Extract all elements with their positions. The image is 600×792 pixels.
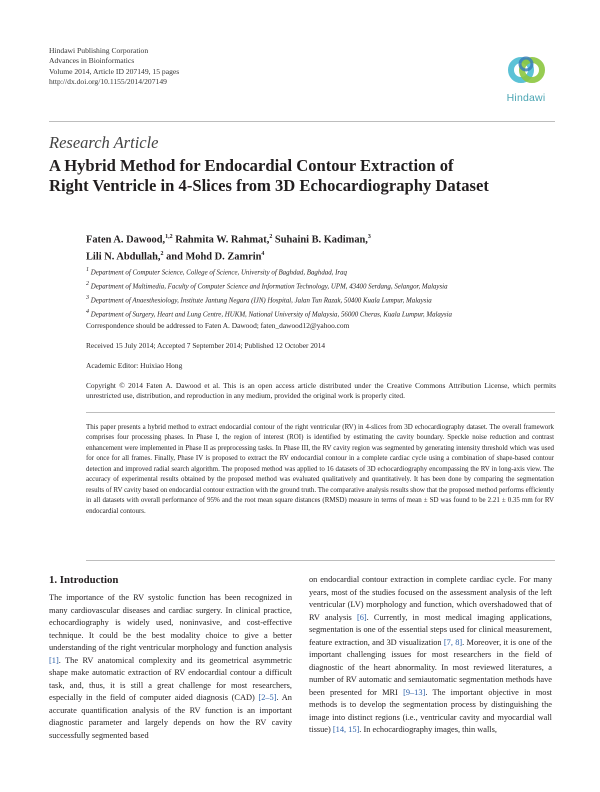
section-heading: 1. Introduction — [49, 574, 119, 586]
author-name: Faten A. Dawood, — [86, 234, 166, 246]
paragraph: The importance of the RV systolic function has been recognized in many cardiovascular diseases and cardiac surgery. In clinical practice, echocardiography is widely used, noninvasive, and cost-effective technique. It could be the best modality choice to give a better understanding of the right ventricular morphology and function analysis [1]. The RV anatomical complexity and its geometrical asymmetric shape make automatic extraction of RV endocardial contour a difficult task, and, thus, it is still a great challenge for most researchers, especially in the field of computer aided diagnosis (CAD) [2–5]. An accurate quantification analysis of the RV function is an important diagnostic parameter and largely depends on how the RV cavity successfully segmented based — [49, 593, 292, 740]
volume-line: Volume 2014, Article ID 207149, 15 pages — [49, 66, 180, 76]
affiliation-item: $^1$ Department of Computer Science, College of Science, University of Baghdad, Baghdad, Iraq — [86, 267, 347, 277]
hindawi-wordmark: Hindawi — [506, 92, 546, 104]
paragraph: on endocardial contour extraction in complete cardiac cycle. For many years, most of the studies focused on the assessment analysis of the left ventricular (LV) morphology and function, which overshadowed that of RV analysis [6]. Currently, in most medical imaging applications, segmentation is one of the essential steps used for clinical measurement, feature extraction, and 3D visualization [7, 8]. Moreover, it is one of the important challenging issues for most researchers in the field of diagnostic of the heart abnormality. In most reviewed literatures, a number of RV automatic and semiautomatic segmentation methods have been presented for MRI [9–13]. The important objective in most methods is to develop the segmentation process by distinguishing the image into distinct regions (i.e., ventricular cavity and myocardial wall tissue) [14, 15]. In echocardiography images, thin walls, — [309, 575, 553, 734]
publisher-name: Hindawi Publishing Corporation — [49, 46, 149, 55]
header-divider — [49, 121, 555, 122]
article-type: Research Article — [49, 133, 159, 152]
academic-editor: Academic Editor: Huixiao Hong — [86, 361, 183, 370]
abstract-text: This paper presents a hybrid method to extract endocardial contour of the right ventricular (RV) in 4-slices from 3D echocardiography dataset. The overall framework comprises four processing phases. In Phase I, the region of interest (ROI) is identified by estimating the cavity boundary. Speckle noise reduction and contrast enhancement were implemented in Phase II as preprocessing tasks. In Phase III, the RV cavity region was segmented by generating intensity threshold which was used for once for all frames. Finally, Phase IV is proposed to extract the RV endocardial contour in a complete cardiac cycle using a combination of shape-based contour detection and improved radial search algorithm. The proposed method was applied to 16 datasets of 3D echocardiography encompassing the RV in long-axis view. The accuracy of experimental results obtained by the proposed method was evaluated qualitatively and quantitatively. It has been done by comparing the segmentation results of RV cavity based on endocardial contour extraction with the ground truth. The comparative analysis results show that the proposed method performs efficiently in all datasets with overall performance of 95% and the root mean square distances (RMSD) measure in terms of mean ± SD was found to be 2.21 ± 0.35 mm for RV endocardial contours. — [86, 423, 554, 515]
correspondence-line: Correspondence should be addressed to Faten A. Dawood; faten_dawood12@yahoo.com — [86, 321, 350, 330]
author-name: Suhaini B. Kadiman, — [274, 234, 368, 246]
copyright-notice: Copyright © 2014 Faten A. Dawood et al. This is an open access article distributed under the Creative Commons Attribution License, which permits unrestricted use, distribution, and reproduction in any medium, provided the original work is properly cited. — [86, 381, 556, 401]
author-affiliation-mark: 2 — [160, 251, 164, 258]
author-affiliation-mark: 4 — [261, 251, 265, 258]
citation-link[interactable]: [1] — [49, 655, 59, 665]
citation-link[interactable]: [2–5] — [258, 693, 277, 702]
author-name: Rahmita W. Rahmat, — [175, 234, 270, 246]
author-affiliation-mark: 2 — [269, 234, 273, 240]
body-column-right — [309, 574, 552, 737]
abstract-divider-bottom — [86, 560, 555, 561]
citation-link[interactable]: [9–13] — [403, 687, 426, 697]
author-affiliation-mark: 3 — [367, 234, 371, 240]
author-name: and Mohd D. Zamrin — [166, 251, 262, 263]
citation-link[interactable]: [7, 8] — [443, 637, 463, 647]
paper-title — [49, 156, 519, 196]
abstract-divider-top — [86, 412, 555, 413]
journal-name: Advances in Bioinformatics — [49, 56, 135, 66]
citation-link[interactable]: [14, 15] — [332, 725, 360, 734]
author-list — [86, 230, 546, 265]
affiliation-list — [86, 265, 556, 321]
author-line-2 — [86, 247, 546, 264]
doi-link[interactable]: http://dx.doi.org/10.1155/2014/207149 — [49, 77, 167, 87]
dates-line: Received 15 July 2014; Accepted 7 September 2014; Published 12 October 2014 — [86, 341, 326, 350]
affiliation-item: $^4$ Department of Surgery, Heart and Lung Centre, HUKM, National University of Malaysia, 56000 Cheras, Kuala Lumpur, Malaysia — [86, 309, 452, 319]
affiliation-item: $^2$ Department of Multimedia, Faculty of Computer Science and Information Technology, UPM, 43400 Serdang, Selangor, Malaysia — [86, 281, 448, 291]
title-line-2: Right Ventricle in 4-Slices from 3D Echocardiography Dataset — [49, 176, 489, 195]
citation-link[interactable]: [6] — [356, 612, 367, 622]
body-column-left — [49, 592, 292, 742]
author-line-1 — [86, 230, 546, 247]
author-affiliation-mark: 1,2 — [165, 234, 173, 240]
title-line-1: A Hybrid Method for Endocardial Contour Extraction of — [49, 156, 454, 175]
author-name: Lili N. Abdullah, — [86, 251, 161, 263]
affiliation-item: $^3$ Department of Anaesthesiology, Institute Jantung Negara (IJN) Hospital, Jalan Tun Razak, 50400 Kuala Lumpur, Malaysia — [86, 295, 432, 305]
journal-header — [49, 46, 179, 88]
